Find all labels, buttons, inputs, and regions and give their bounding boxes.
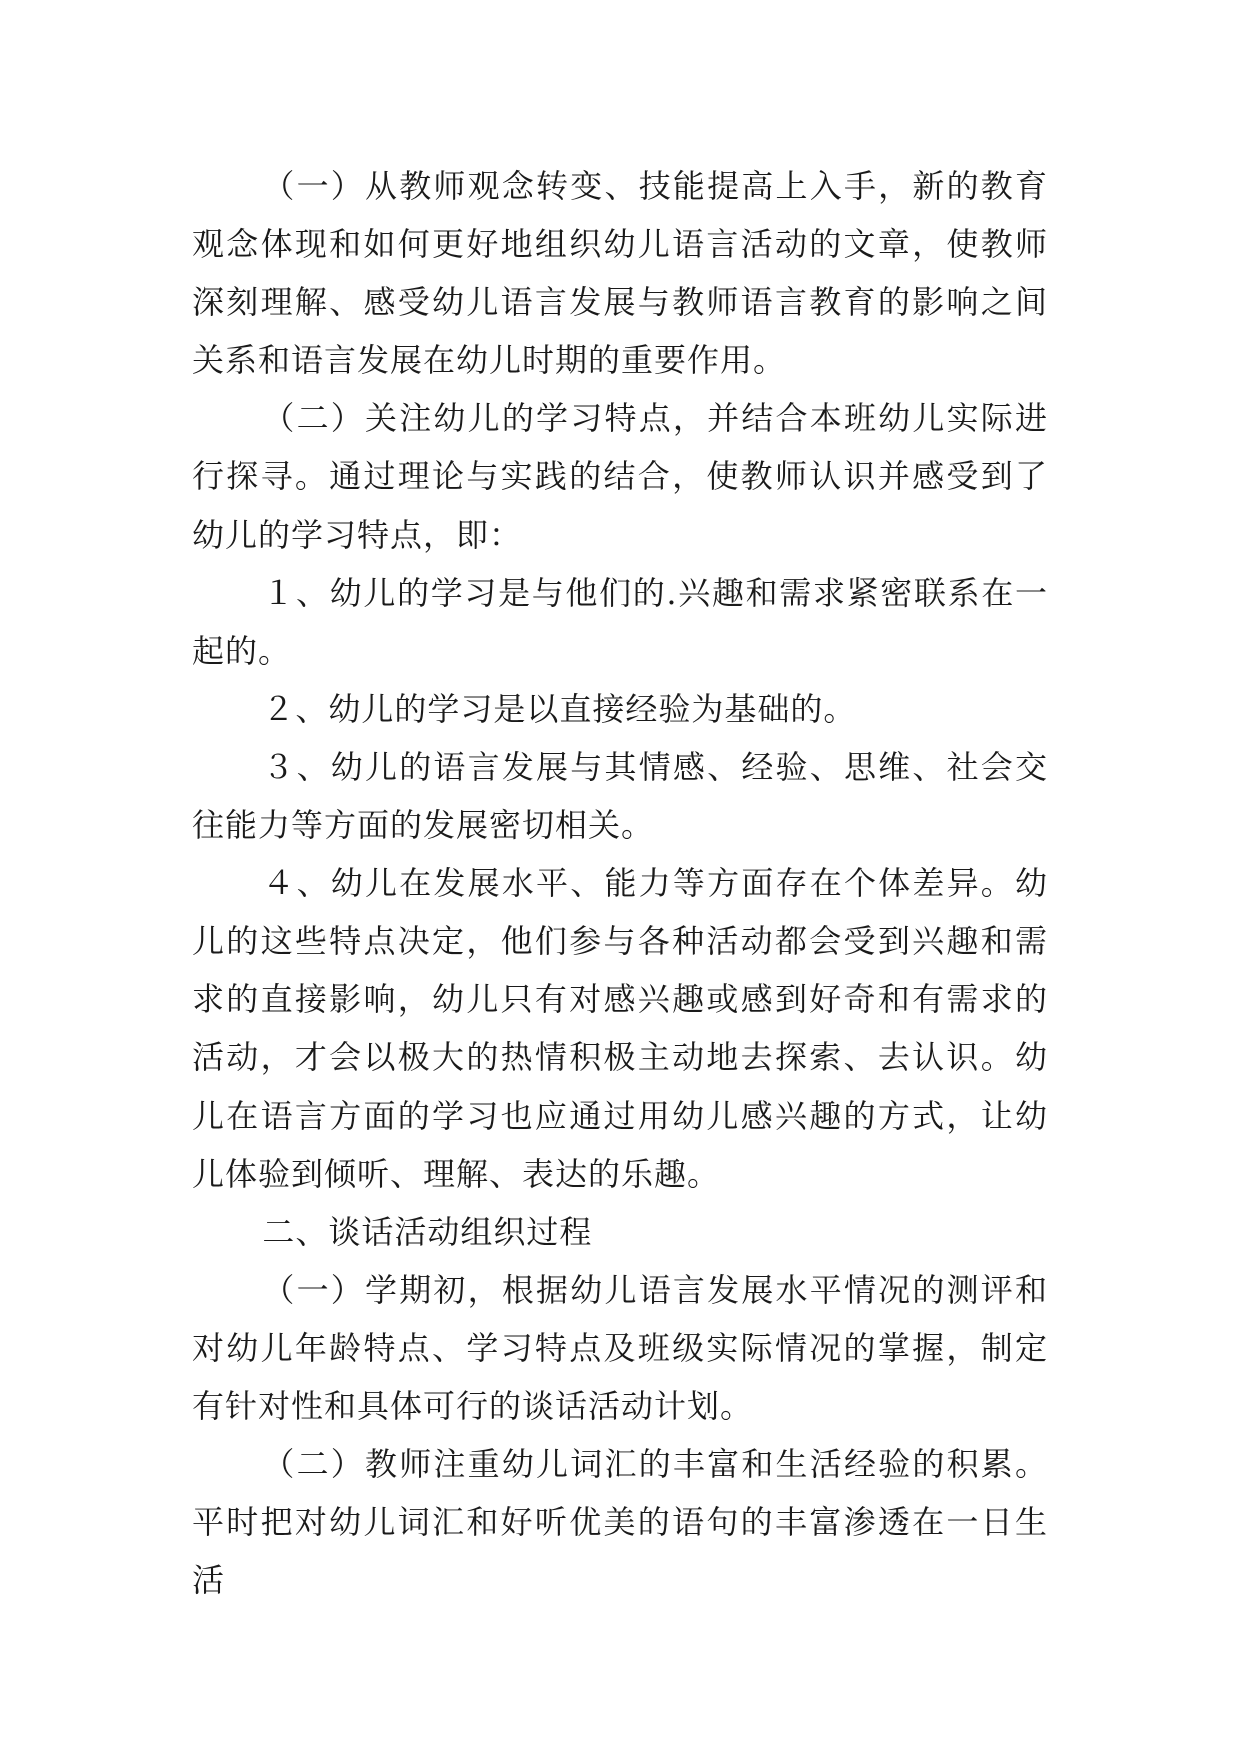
list-item: ４、幼儿在发展水平、能力等方面存在个体差异。幼儿的这些特点决定，他们参与各种活动都会受到兴趣和需求的直接影响，幼儿只有对感兴趣或感到好奇和有需求的活动，才会以极大的热情积极主动地去探索、去认识。幼儿在语言方面的学习也应通过用幼儿感兴趣的方式，让幼儿体验到倾听、理解、表达的乐趣。 [192, 864, 1048, 1193]
paragraph: （一）从教师观念转变、技能提高上入手，新的教育观念体现和如何更好地组织幼儿语言活动的文章，使教师深刻理解、感受幼儿语言发展与教师语言教育的影响之间关系和语言发展在幼儿时期的重要作用。 [192, 167, 1048, 380]
list-item: ３、幼儿的语言发展与其情感、经验、思维、社会交往能力等方面的发展密切相关。 [192, 747, 1048, 845]
paragraph: （一）学期初，根据幼儿语言发展水平情况的测评和对幼儿年龄特点、学习特点及班级实际情况的掌握，制定有针对性和具体可行的谈话活动计划。 [192, 1270, 1048, 1425]
document-body [192, 157, 1048, 1609]
paragraph: （二）关注幼儿的学习特点，并结合本班幼儿实际进行探寻。通过理论与实践的结合，使教师认识并感受到了幼儿的学习特点，即： [192, 399, 1048, 554]
list-item: ２、幼儿的学习是以直接经验为基础的。 [262, 689, 857, 728]
paragraph: （二）教师注重幼儿词汇的丰富和生活经验的积累。平时把对幼儿词汇和好听优美的语句的丰富渗透在一日生活 [192, 1445, 1048, 1600]
list-item: １、幼儿的学习是与他们的.兴趣和需求紧密联系在一起的。 [192, 573, 1048, 670]
section-heading: 二、谈话活动组织过程 [262, 1212, 593, 1251]
